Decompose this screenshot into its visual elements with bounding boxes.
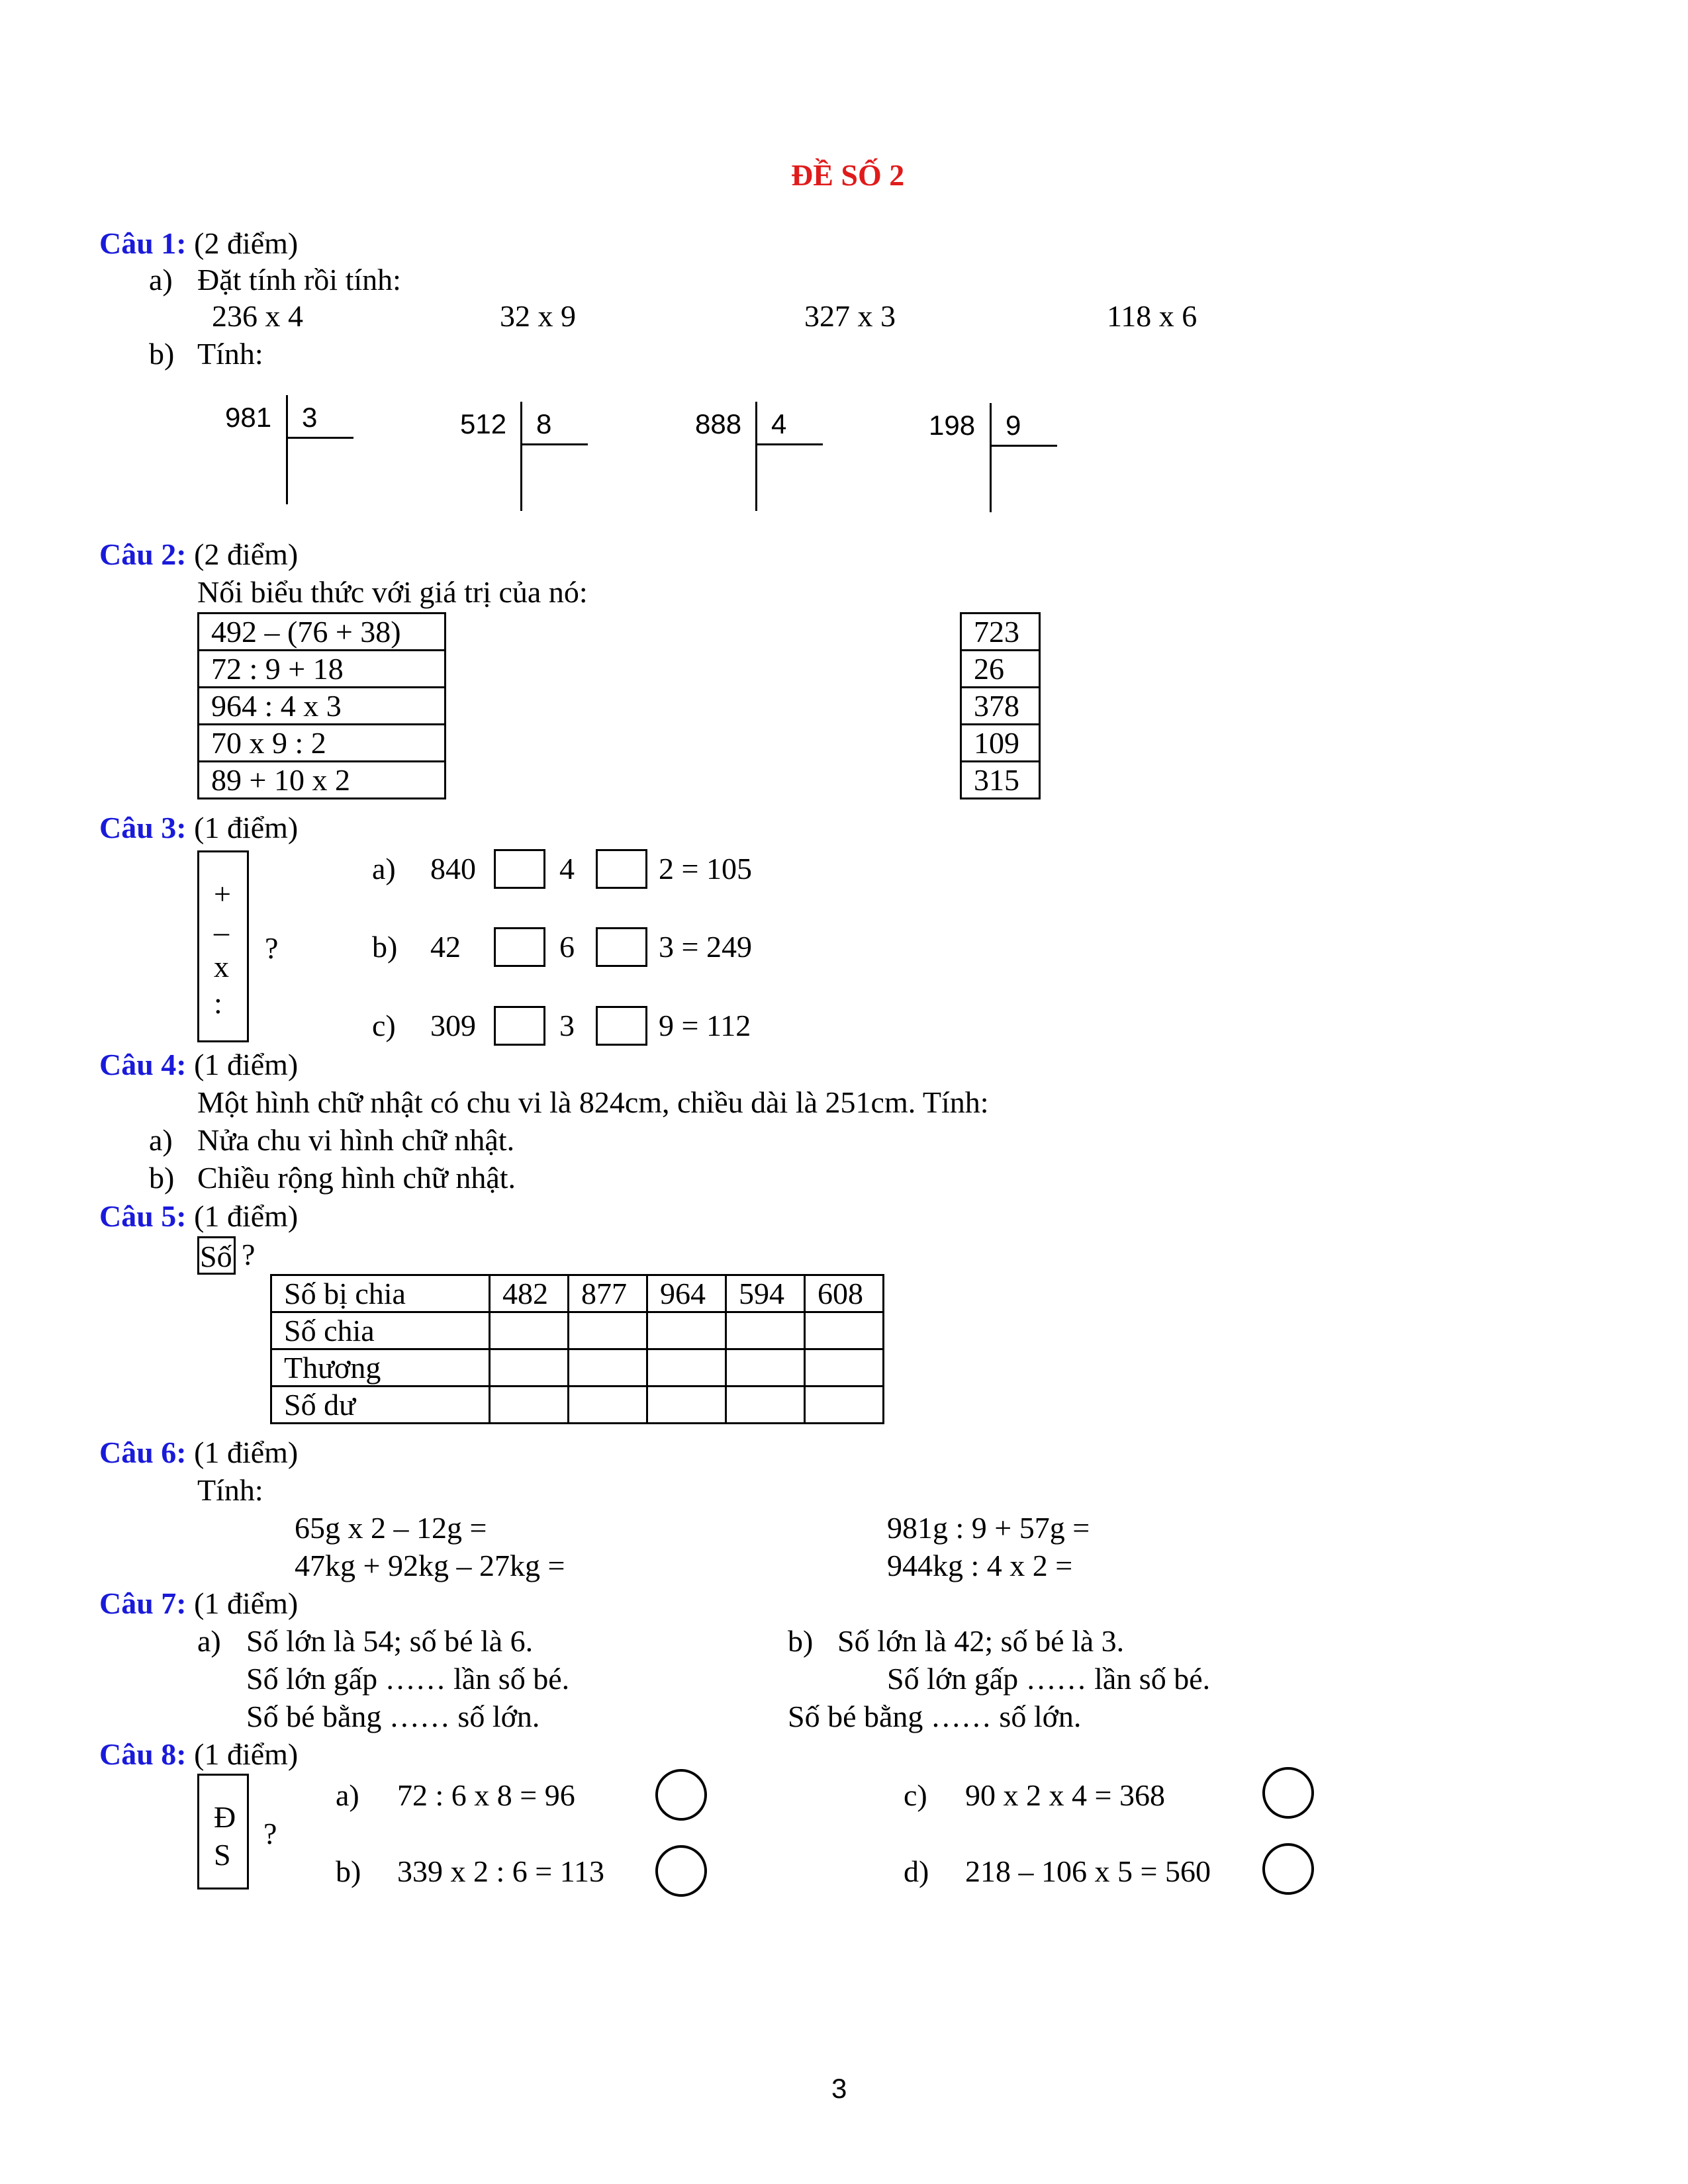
q6-expression: 944kg : 4 x 2 = (887, 1549, 1073, 1582)
q3-row-marker: b) (372, 930, 398, 964)
expression-cell[interactable]: 492 – (76 + 38) (199, 614, 445, 651)
table-row (271, 1275, 884, 1312)
table-row (199, 651, 445, 688)
q1a-marker: a) (149, 263, 173, 296)
table-row (961, 762, 1040, 799)
value-cell[interactable]: 723 (961, 614, 1040, 651)
q1a-text: Đặt tính rồi tính: (197, 263, 401, 296)
division-horizontal-line (990, 445, 1057, 447)
answer-cell[interactable] (805, 1312, 884, 1349)
q3-result: 9 = 112 (659, 1009, 751, 1042)
ds-box-d: Đ (214, 1800, 236, 1834)
q8-marker: a) (336, 1778, 359, 1812)
q4a-text: Nửa chu vi hình chữ nhật. (197, 1123, 515, 1157)
answer-cell[interactable] (569, 1387, 647, 1424)
q7a-marker: a) (197, 1624, 221, 1658)
answer-cell[interactable] (647, 1312, 726, 1349)
table-row (961, 725, 1040, 762)
q7b-line: Số lớn là 42; số bé là 3. (837, 1624, 1125, 1658)
q4a-marker: a) (149, 1123, 173, 1157)
q2-heading (99, 539, 298, 570)
so-box (197, 1236, 236, 1275)
q8-label: Câu 8: (99, 1737, 187, 1771)
division-table (270, 1274, 884, 1424)
q4b-marker: b) (149, 1161, 175, 1195)
expression-table (197, 612, 446, 799)
q3-question-mark: ? (265, 931, 279, 965)
q3-number: 3 (559, 1009, 575, 1042)
q8-marker: c) (904, 1778, 927, 1812)
q3-number: 309 (430, 1009, 476, 1042)
operator-blank-box[interactable] (494, 927, 545, 967)
table-row (199, 725, 445, 762)
q1-heading (99, 228, 298, 259)
q8-heading (99, 1739, 298, 1770)
dividend: 198 (929, 410, 976, 441)
q3-row-marker: a) (372, 852, 396, 886)
q3-number: 4 (559, 852, 575, 886)
q3-result: 2 = 105 (659, 852, 752, 886)
q7-label: Câu 7: (99, 1586, 187, 1620)
q1b-text: Tính: (197, 337, 263, 371)
operator-divide: : (214, 986, 222, 1020)
q3-number: 6 (559, 930, 575, 964)
answer-cell[interactable] (726, 1387, 805, 1424)
q2-label: Câu 2: (99, 537, 187, 571)
q7b-marker: b) (788, 1624, 814, 1658)
q6-expression: 65g x 2 – 12g = (295, 1511, 487, 1545)
q3-number: 840 (430, 852, 476, 886)
divisor: 9 (1006, 410, 1021, 441)
q2-instruction: Nối biểu thức với giá trị của nó: (197, 575, 588, 609)
division-horizontal-line (286, 437, 353, 439)
answer-circle[interactable] (1262, 1843, 1314, 1895)
answer-circle[interactable] (1262, 1767, 1314, 1819)
q1a-item: 118 x 6 (1107, 299, 1197, 333)
q7b-line: Số lớn gấp …… lần số bé. (887, 1662, 1211, 1696)
q8-statement: 72 : 6 x 8 = 96 (397, 1778, 575, 1812)
q6-expression: 981g : 9 + 57g = (887, 1511, 1090, 1545)
dividend: 512 (460, 408, 507, 439)
divisor: 8 (536, 408, 552, 439)
q4-points: (1 điểm) (194, 1048, 299, 1081)
q1b-marker: b) (149, 337, 175, 371)
q7b-line: Số bé bằng …… số lớn. (788, 1700, 1082, 1733)
value-cell[interactable]: 26 (961, 651, 1040, 688)
table-cell: 608 (805, 1275, 884, 1312)
table-cell: 482 (490, 1275, 569, 1312)
expression-cell[interactable]: 964 : 4 x 3 (199, 688, 445, 725)
row-label: Số bị chia (271, 1275, 490, 1312)
operator-blank-box[interactable] (494, 1006, 545, 1046)
q2-points: (2 điểm) (194, 537, 299, 571)
row-label: Số chia (271, 1312, 490, 1349)
table-row (199, 762, 445, 799)
operator-minus: – (214, 915, 229, 948)
table-row (271, 1349, 884, 1387)
operator-box (197, 850, 249, 1042)
table-cell: 964 (647, 1275, 726, 1312)
q8-marker: b) (336, 1854, 361, 1888)
expression-cell[interactable]: 70 x 9 : 2 (199, 725, 445, 762)
table-row (961, 614, 1040, 651)
q7-heading (99, 1588, 298, 1619)
operator-blank-box[interactable] (596, 1006, 647, 1046)
answer-cell[interactable] (569, 1312, 647, 1349)
q5-question-mark: ? (242, 1238, 256, 1271)
table-row (271, 1387, 884, 1424)
expression-cell[interactable]: 72 : 9 + 18 (199, 651, 445, 688)
division-horizontal-line (755, 443, 823, 445)
q4b-text: Chiều rộng hình chữ nhật. (197, 1161, 516, 1195)
answer-circle[interactable] (655, 1845, 707, 1897)
answer-circle[interactable] (655, 1769, 707, 1821)
q7a-line: Số lớn gấp …… lần số bé. (246, 1662, 570, 1696)
answer-cell[interactable] (490, 1387, 569, 1424)
division-vertical-line (286, 395, 288, 504)
q3-label: Câu 3: (99, 811, 187, 844)
so-box-label: Số (200, 1240, 232, 1273)
table-row (199, 688, 445, 725)
answer-cell[interactable] (647, 1349, 726, 1387)
value-cell[interactable]: 378 (961, 688, 1040, 725)
q7a-line: Số lớn là 54; số bé là 6. (246, 1624, 534, 1658)
answer-cell[interactable] (490, 1349, 569, 1387)
operator-blank-box[interactable] (494, 849, 545, 889)
q8-marker: d) (904, 1854, 929, 1888)
table-row (199, 614, 445, 651)
ds-box (197, 1774, 249, 1889)
table-row (961, 688, 1040, 725)
divisor: 4 (771, 408, 787, 439)
expression-cell[interactable]: 89 + 10 x 2 (199, 762, 445, 799)
q1a-item: 236 x 4 (212, 299, 303, 333)
q1-points: (2 điểm) (194, 226, 299, 260)
row-label: Số dư (271, 1387, 490, 1424)
q8-points: (1 điểm) (194, 1737, 299, 1771)
q3-heading (99, 813, 298, 843)
q5-label: Câu 5: (99, 1199, 187, 1233)
q7a-line: Số bé bằng …… số lớn. (246, 1700, 540, 1733)
table-row (271, 1312, 884, 1349)
q7-points: (1 điểm) (194, 1586, 299, 1620)
divisor: 3 (302, 402, 318, 433)
q8-statement: 90 x 2 x 4 = 368 (965, 1778, 1165, 1812)
answer-cell[interactable] (726, 1312, 805, 1349)
q5-points: (1 điểm) (194, 1199, 299, 1233)
table-cell: 594 (726, 1275, 805, 1312)
answer-cell[interactable] (647, 1387, 726, 1424)
division-vertical-line (520, 402, 522, 511)
q3-result: 3 = 249 (659, 930, 752, 964)
table-row (961, 651, 1040, 688)
q8-statement: 218 – 106 x 5 = 560 (965, 1854, 1211, 1888)
division-vertical-line (755, 402, 757, 511)
q6-text: Tính: (197, 1473, 263, 1507)
q4-heading (99, 1050, 298, 1080)
answer-cell[interactable] (805, 1387, 884, 1424)
operator-blank-box[interactable] (596, 849, 647, 889)
q3-row-marker: c) (372, 1009, 396, 1042)
q6-points: (1 điểm) (194, 1435, 299, 1469)
value-cell[interactable]: 315 (961, 762, 1040, 799)
division-vertical-line (990, 403, 992, 512)
page-title: ĐỀ SỐ 2 (791, 158, 905, 192)
dividend: 888 (695, 408, 742, 439)
ds-box-s: S (214, 1838, 231, 1872)
q5-heading (99, 1201, 298, 1232)
answer-cell[interactable] (569, 1349, 647, 1387)
operator-multiply: x (214, 950, 229, 983)
q8-question-mark: ? (263, 1817, 277, 1850)
value-cell[interactable]: 109 (961, 725, 1040, 762)
value-table (960, 612, 1041, 799)
q3-points: (1 điểm) (194, 811, 299, 844)
q6-label: Câu 6: (99, 1435, 187, 1469)
answer-cell[interactable] (726, 1349, 805, 1387)
row-label: Thương (271, 1349, 490, 1387)
answer-cell[interactable] (490, 1312, 569, 1349)
q1a-item: 327 x 3 (804, 299, 896, 333)
answer-cell[interactable] (805, 1349, 884, 1387)
q1-label: Câu 1: (99, 226, 187, 260)
q6-expression: 47kg + 92kg – 27kg = (295, 1549, 565, 1582)
q8-statement: 339 x 2 : 6 = 113 (397, 1854, 605, 1888)
operator-blank-box[interactable] (596, 927, 647, 967)
q1a-item: 32 x 9 (500, 299, 576, 333)
division-horizontal-line (520, 443, 588, 445)
q4-label: Câu 4: (99, 1048, 187, 1081)
operator-plus: + (214, 877, 231, 911)
q6-heading (99, 1437, 298, 1468)
dividend: 981 (225, 402, 272, 433)
table-cell: 877 (569, 1275, 647, 1312)
q3-number: 42 (430, 930, 461, 964)
page-number: 3 (831, 2073, 847, 2104)
q4-text: Một hình chữ nhật có chu vi là 824cm, chiều dài là 251cm. Tính: (197, 1085, 989, 1119)
